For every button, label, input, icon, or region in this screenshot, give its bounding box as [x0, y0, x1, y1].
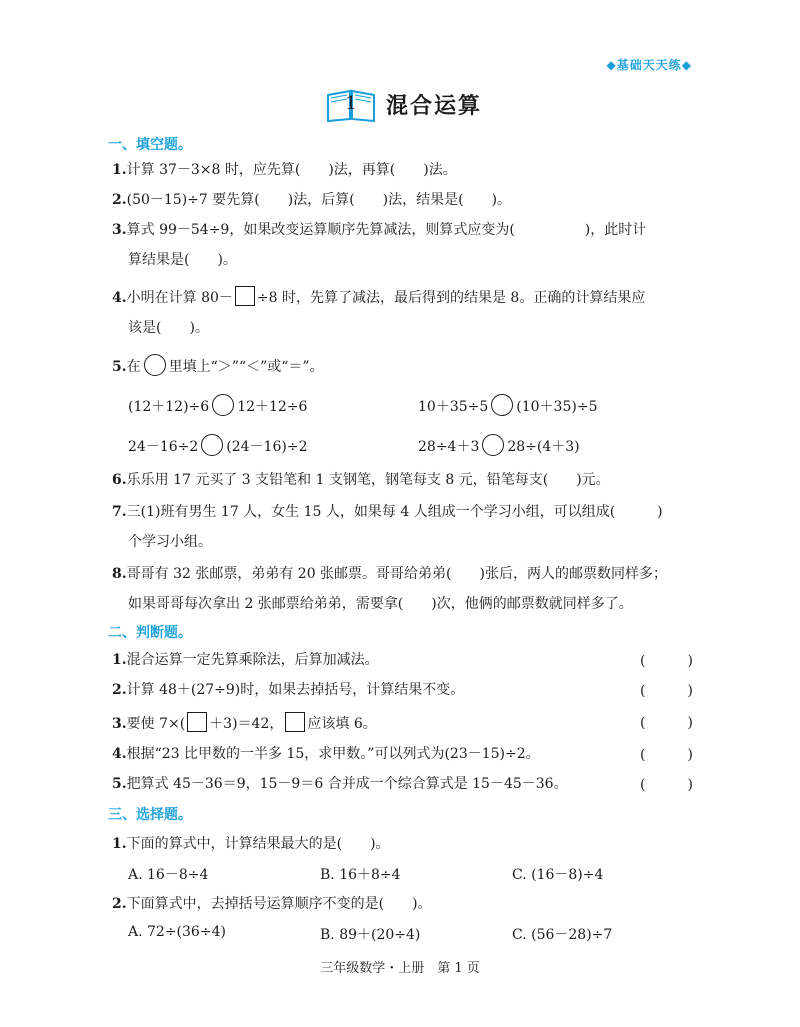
compare-circle[interactable] [212, 394, 234, 416]
fill-question-4: 4.小明在计算 80－ ÷8 时，先算了减法，最后得到的结果是 8。正确的计算结果应 [112, 286, 645, 308]
choice-2-option-a[interactable]: A. 72÷(36÷4) [128, 924, 226, 940]
section-true-false: 二、判断题。 [108, 625, 192, 641]
compare-circle[interactable] [482, 434, 504, 456]
compare-item-4: 28÷4＋3 28÷(4＋3) [418, 434, 580, 456]
choice-question-1: 1.下面的算式中，计算结果最大的是( )。 [112, 836, 390, 852]
fill-question-3: 3.算式 99－54÷9，如果改变运算顺序先算减法，则算式应变为( )，此时计 [112, 222, 647, 238]
judge-question-2: 2.计算 48＋(27÷9)时，如果去掉括号，计算结果不变。 [112, 682, 465, 698]
compare-item-1: (12＋12)÷6 12＋12÷6 [128, 394, 307, 416]
section-fill-in: 一、填空题。 [108, 137, 192, 153]
fill-question-1: 1.计算 37－3×8 时，应先算( )法，再算( )法。 [112, 162, 457, 178]
fill-question-8: 8.哥哥有 32 张邮票，弟弟有 20 张邮票。哥哥给弟弟( )张后，两人的邮票数同样多； [112, 566, 667, 582]
fill-question-5: 5.在 里填上“＞”“＜”或“＝”。 [112, 354, 324, 377]
judge-answer-3[interactable]: ( ) [640, 715, 693, 731]
fill-question-3-cont: 算结果是( )。 [128, 252, 237, 268]
answer-box[interactable] [285, 712, 305, 732]
fill-question-7-cont: 个学习小组。 [128, 534, 212, 550]
open-book-icon [326, 85, 376, 123]
choice-2-option-c[interactable]: C. (56－28)÷7 [512, 927, 613, 943]
series-badge: ◆基础天天练◆ [606, 58, 692, 72]
fill-question-7: 7.三(1)班有男生 17 人，女生 15 人，如果每 4 人组成一个学习小组，可以组成( ) [112, 504, 663, 520]
judge-question-4: 4.根据“23 比甲数的一半多 15，求甲数。”可以列式为(23－15)÷2。 [112, 746, 540, 762]
judge-answer-4[interactable]: ( ) [640, 747, 693, 763]
choice-2-option-b[interactable]: B. 89＋(20÷4) [320, 927, 421, 943]
fill-question-8-cont: 如果哥哥每次拿出 2 张邮票给弟弟，需要拿( )次，他俩的邮票数就同样多了。 [128, 596, 633, 612]
answer-box[interactable] [235, 286, 255, 306]
fill-question-2: 2.(50－15)÷7 要先算( )法，后算( )法，结果是( )。 [112, 192, 512, 208]
lesson-number: 1 [345, 93, 357, 114]
compare-circle-icon [144, 354, 166, 376]
page-footer: 三年级数学・上册 第 1 页 [320, 961, 480, 976]
judge-answer-2[interactable]: ( ) [640, 683, 693, 699]
judge-question-5: 5.把算式 45－36＝9，15－9＝6 合并成一个综合算式是 15－45－36。 [112, 776, 568, 792]
compare-circle[interactable] [201, 434, 223, 456]
judge-answer-5[interactable]: ( ) [640, 777, 693, 793]
choice-question-2: 2.下面算式中，去掉括号运算顺序不变的是( )。 [112, 896, 432, 912]
judge-answer-1[interactable]: ( ) [640, 653, 693, 669]
fill-question-6: 6.乐乐用 17 元买了 3 支铅笔和 1 支钢笔，钢笔每支 8 元，铅笔每支( )元。 [112, 472, 610, 488]
judge-question-3: 3.要使 7×( ＋3)＝42， 应该填 6。 [112, 712, 377, 734]
choice-1-option-c[interactable]: C. (16－8)÷4 [512, 867, 604, 883]
judge-question-1: 1.混合运算一定先算乘除法，后算加减法。 [112, 652, 379, 668]
lesson-title-block [326, 84, 482, 124]
section-multiple-choice: 三、选择题。 [108, 807, 192, 823]
choice-1-option-b[interactable]: B. 16＋8÷4 [320, 867, 401, 883]
compare-item-2: 10＋35÷5 (10＋35)÷5 [418, 394, 597, 416]
compare-circle[interactable] [491, 394, 513, 416]
compare-item-3: 24－16÷2 (24－16)÷2 [128, 434, 307, 456]
choice-1-option-a[interactable]: A. 16－8÷4 [128, 867, 209, 883]
fill-question-4-cont: 该是( )。 [128, 320, 209, 336]
page-title: 混合运算 [386, 93, 483, 119]
answer-box[interactable] [187, 712, 207, 732]
